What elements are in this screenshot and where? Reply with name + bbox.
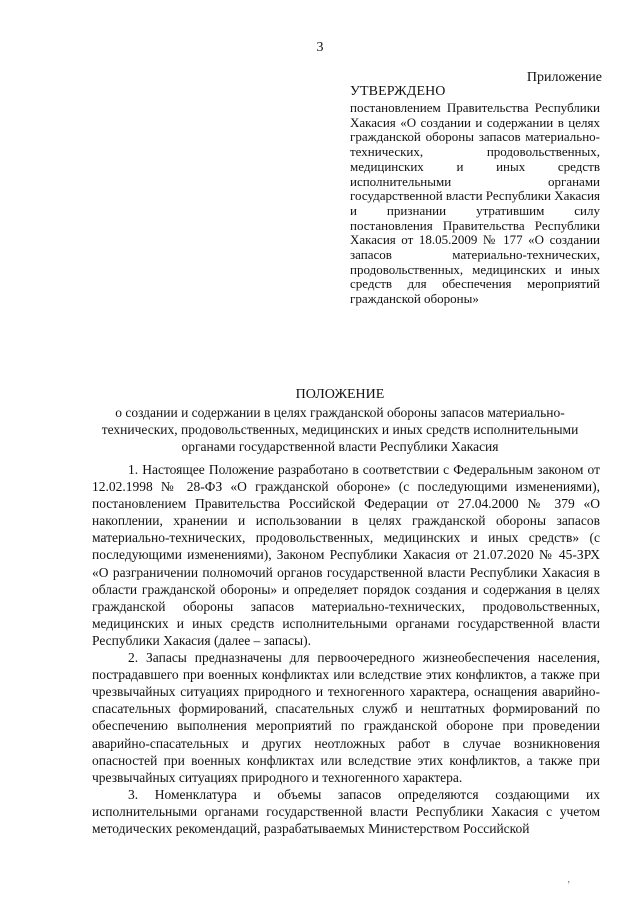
page-number: 3 <box>316 40 324 55</box>
document-body <box>92 461 600 837</box>
approval-text: постановлением Правительства Республики Хакасия «О создании и содержании в целях гражданской обороны запасов материально-технических, продовольственных, медицинских и иных средств исполнительными органами государственной власти Республики Хакасия и признании утратившим силу постановления Правительства Республики Хакасия от 18.05.2009 № 177 «О создании запасов материально-технических, продовольственных, медицинских и иных средств для обеспечения мероприятий гражданской обороны» <box>350 100 601 307</box>
paragraph-3: 3. Номенклатура и объемы запасов определяются создающими их исполнительными органами государственной власти Республики Хакасия с учетом методических рекомендаций, разрабатываемых Министерством Российской <box>92 786 600 836</box>
footer-mark: , <box>567 874 570 885</box>
paragraph-2: 2. Запасы предназначены для первоочередного жизнеобеспечения населения, пострадавшего при военных конфликтах или вследствие этих конфликтов, а также при чрезвычайных ситуациях природного и техногенного характера, оснащения аварийно-спасательных формирований, спасательных служб и нештатных формирований по обеспечению выполнения мероприятий по гражданской обороне при проведении аварийно-спасательных и других неотложных работ в случае возникновения опасностей при военных конфликтах или вследствие этих конфликтов, а также при чрезвычайных ситуациях природного и техногенного характера. <box>92 650 600 785</box>
paragraph-1: 1. Настоящее Положение разработано в соответствии с Федеральным законом от 12.02.1998 № 28-ФЗ «О гражданской обороне» (с последующими изменениями), постановлением Правительства Российской Федерации от 27.04.2000 № 379 «О накоплении, хранении и использовании в целях гражданской обороны запасов материально-технических, продовольственных, медицинских и иных средств» (с последующими изменениями), Законом Республики Хакасия от 21.07.2020 № 45-ЗРХ «О разграничении полномочий органов государственной власти Республики Хакасия в области гражданской обороны» и определяет порядок создания и содержания в целях гражданской обороны запасов материально-технических, продовольственных, медицинских и иных средств исполнительными органами государственной власти Республики Хакасия (далее – запасы). <box>92 462 600 648</box>
approved-label: УТВЕРЖДЕНО <box>350 84 446 99</box>
document-subtitle: о создании и содержании в целях гражданской обороны запасов материально-технических, продовольственных, медицинских и иных средств исполнительными органами государственной власти Республики Хакасия <box>101 405 579 454</box>
document-title: ПОЛОЖЕНИЕ <box>295 387 385 402</box>
appendix-label: Приложение <box>526 70 602 85</box>
